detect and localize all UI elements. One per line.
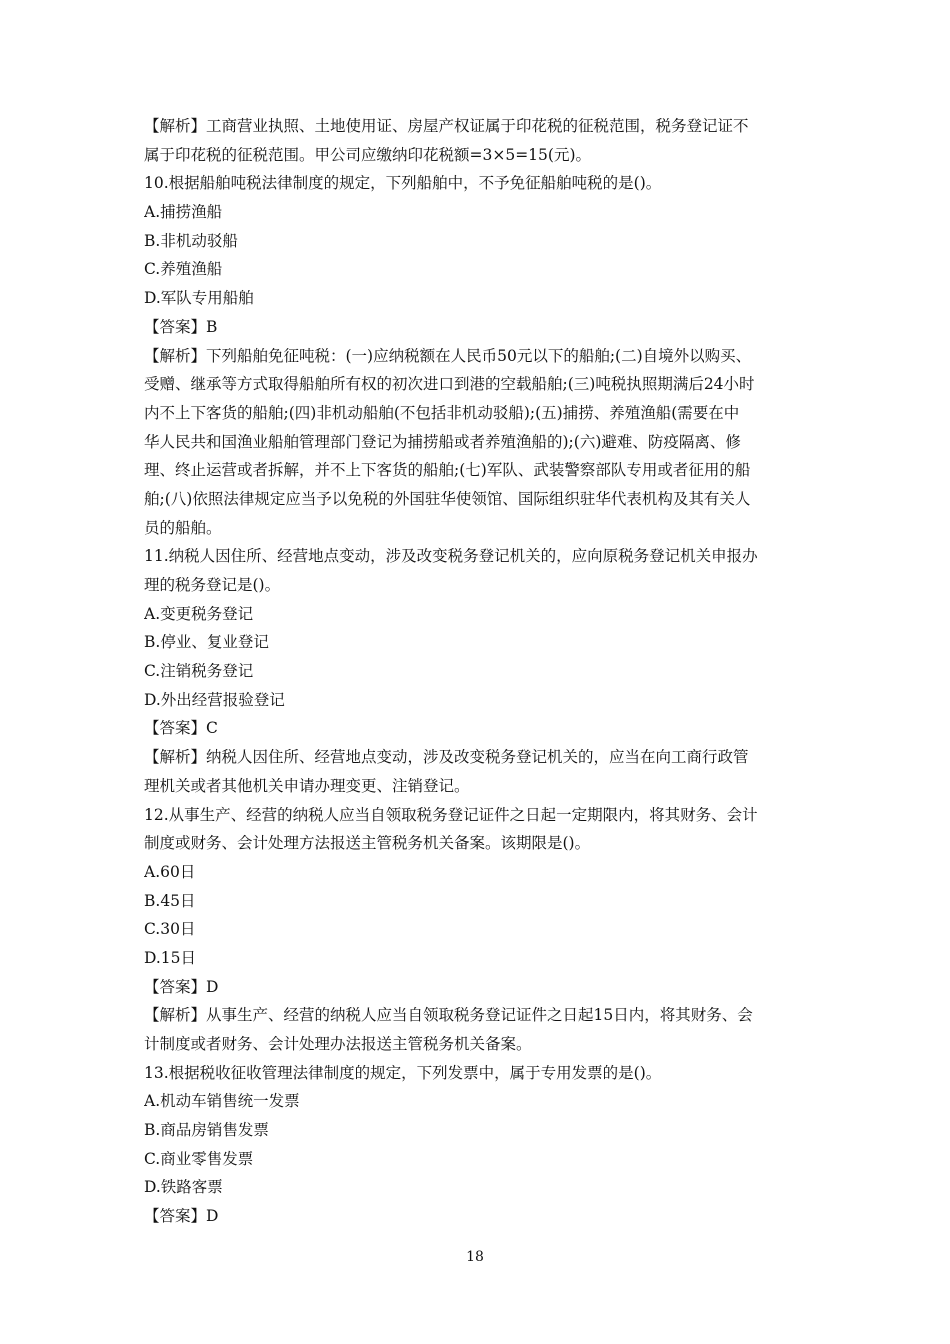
text-line: 理的税务登记是()。 (144, 576, 281, 594)
text-line: 舶;(八)依照法律规定应当予以免税的外国驻华使领馆、国际组织驻华代表机构及其有关人 (144, 489, 751, 508)
text-line: 员的船舶。 (144, 518, 222, 537)
text-line: A.60日 (144, 862, 196, 881)
text-line: B.非机动驳船 (144, 231, 238, 250)
text-line: 理、终止运营或者拆解，并不上下客货的船舶;(七)军队、武装警察部队专用或者征用的船 (144, 461, 751, 480)
text-line: C.30日 (144, 920, 196, 939)
text-line: D.铁路客票 (144, 1178, 223, 1197)
text-line: D.军队专用船舶 (144, 289, 254, 308)
text-line: 受赠、继承等方式取得船舶所有权的初次进口到港的空载船舶;(三)吨税执照期满后24小时 (144, 375, 755, 394)
text-line: 【答案】B (144, 317, 218, 336)
text-line: 【答案】D (144, 977, 219, 996)
text-line: C.养殖渔船 (144, 260, 223, 279)
text-line: 10.根据船舶吨税法律制度的规定，下列船舶中，不予免征船舶吨税的是()。 (144, 174, 662, 193)
text-line: D.外出经营报验登记 (144, 690, 285, 709)
text-line: B.45日 (144, 891, 196, 910)
text-line: 计制度或者财务、会计处理办法报送主管税务机关备案。 (144, 1035, 532, 1053)
text-line: A.机动车销售统一发票 (144, 1092, 300, 1111)
text-line: 13.根据税收征收管理法律制度的规定，下列发票中，属于专用发票的是()。 (144, 1063, 662, 1082)
text-line: 属于印花税的征税范围。甲公司应缴纳印花税额=3×5=15(元)。 (144, 145, 592, 164)
page-number: 18 (466, 1249, 484, 1265)
text-line: C.注销税务登记 (144, 662, 254, 681)
text-line: 华人民共和国渔业船舶管理部门登记为捕捞船或者养殖渔船的);(六)避难、防疫隔离、修 (144, 432, 741, 451)
text-line: C.商业零售发票 (144, 1149, 254, 1168)
text-line: B.停业、复业登记 (144, 633, 269, 652)
text-line: 制度或财务、会计处理方法报送主管税务机关备案。该期限是()。 (144, 834, 591, 853)
text-line: D.15日 (144, 948, 197, 967)
text-line: 【答案】C (144, 719, 218, 738)
text-line: 12.从事生产、经营的纳税人应当自领取税务登记证件之日起一定期限内，将其财务、会计 (144, 805, 758, 824)
page-body-text (144, 112, 810, 1231)
text-line: A.变更税务登记 (144, 604, 254, 623)
text-line: 【解析】工商营业执照、土地使用证、房屋产权证属于印花税的征税范围，税务登记证不 (144, 117, 749, 135)
text-line: 【解析】纳税人因住所、经营地点变动，涉及改变税务登记机关的，应当在向工商行政管 (144, 748, 749, 767)
text-line: 内不上下客货的船舶;(四)非机动船舶(不包括非机动驳船);(五)捕捞、养殖渔船(需要在中 (144, 403, 740, 422)
text-line: 理机关或者其他机关申请办理变更、注销登记。 (144, 776, 470, 795)
text-line: 【解析】下列船舶免征吨税：(一)应纳税额在人民币50元以下的船舶;(二)自境外以购买、 (144, 346, 752, 365)
text-line: 11.纳税人因住所、经营地点变动，涉及改变税务登记机关的，应向原税务登记机关申报办 (144, 547, 758, 566)
text-line: 【答案】D (144, 1207, 219, 1226)
text-line: B.商品房销售发票 (144, 1121, 269, 1140)
text-line: 【解析】从事生产、经营的纳税人应当自领取税务登记证件之日起15日内，将其财务、会 (144, 1006, 753, 1025)
text-line: A.捕捞渔船 (144, 203, 223, 222)
